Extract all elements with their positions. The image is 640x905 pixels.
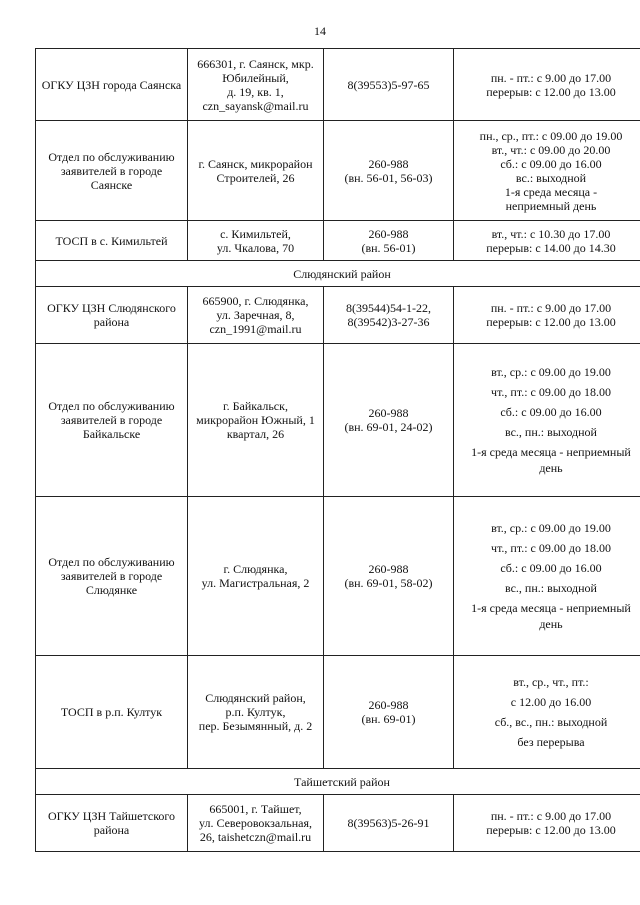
office-name-cell: Отдел по обслуживанию заявителей в городе Слюдянке [36, 497, 188, 656]
phone-line: 260-988 [368, 406, 409, 420]
phone-line: (вн. 69-01, 58-02) [344, 576, 433, 590]
address-line: czn_sayansk@mail.ru [202, 98, 309, 113]
phone-line: 260-988 [368, 156, 409, 171]
office-name-cell: Отдел по обслуживанию заявителей в городе Байкальске [36, 344, 188, 497]
hours-line: сб.: с 09.00 до 16.00 [500, 156, 602, 171]
office-phone-cell [324, 49, 454, 121]
employment-offices-table [35, 48, 640, 852]
office-address-cell [188, 221, 324, 261]
office-address-cell [188, 795, 324, 852]
office-name-cell: ТОСП в р.п. Култук [36, 656, 188, 769]
office-row [36, 121, 640, 221]
address-line: пер. Безымянный, д. 2 [198, 719, 313, 733]
office-name-cell: ТОСП в с. Кимильтей [36, 221, 188, 261]
office-hours-cell [454, 49, 640, 121]
office-phone-cell [324, 287, 454, 344]
phone-line: 8(39544)54-1-22, [346, 301, 431, 315]
hours-line: с 12.00 до 16.00 [510, 695, 592, 709]
office-address-cell [188, 656, 324, 769]
hours-line: чт., пт.: с 09.00 до 18.00 [491, 385, 611, 399]
phone-line: 8(39542)3-27-36 [347, 315, 430, 329]
hours-line: вс., пн.: выходной [505, 581, 597, 595]
office-row [36, 656, 640, 769]
office-phone-cell [324, 497, 454, 656]
office-address-cell [188, 344, 324, 497]
hours-line: чт., пт.: с 09.00 до 18.00 [491, 541, 611, 555]
address-line: ул. Северовокзальная, [198, 816, 312, 830]
hours-line: вс.: выходной [515, 170, 587, 185]
office-name-cell: ОГКУ ЦЗН Слюдянского района [36, 287, 188, 344]
district-header-row [36, 769, 640, 795]
office-hours-cell [454, 121, 640, 221]
office-name-cell: ОГКУ ЦЗН Тайшетского района [36, 795, 188, 852]
hours-line: вт., чт.: с 09.00 до 20.00 [491, 142, 611, 157]
hours-line: сб., вс., пн.: выходной [494, 715, 608, 729]
hours-line: пн. - пт.: с 9.00 до 17.00 [490, 301, 612, 315]
hours-line: 1-я среда месяца - неприемный [471, 601, 631, 615]
page-number: 14 [314, 24, 326, 38]
phone-line: 8(39553)5-97-65 [347, 77, 430, 92]
district-header-row [36, 261, 640, 287]
address-line: р.п. Култук, [225, 705, 286, 719]
office-phone-cell [324, 221, 454, 261]
hours-line: день [539, 461, 563, 475]
hours-line: перерыв: с 14.00 до 14.30 [486, 240, 616, 255]
phone-line: 260-988 [368, 698, 409, 712]
phone-line: (вн. 69-01, 24-02) [344, 420, 433, 434]
office-row [36, 497, 640, 656]
hours-line: вт., чт.: с 10.30 до 17.00 [491, 226, 611, 241]
office-hours-cell [454, 656, 640, 769]
office-address-cell [188, 121, 324, 221]
office-row [36, 49, 640, 121]
office-address-cell [188, 287, 324, 344]
office-row [36, 795, 640, 852]
address-line: ул. Заречная, 8, [216, 308, 295, 322]
address-line: Строителей, 26 [216, 170, 295, 185]
phone-line: (вн. 69-01) [361, 712, 416, 726]
office-address-cell [188, 497, 324, 656]
address-line: микрорайон Южный, 1 [196, 413, 315, 427]
address-line: Слюдянский район, [205, 691, 306, 705]
office-hours-cell [454, 497, 640, 656]
address-line: г. Слюдянка, [223, 562, 288, 576]
office-hours-cell [454, 287, 640, 344]
office-row [36, 344, 640, 497]
office-address-cell [188, 49, 324, 121]
address-line: Юбилейный, [222, 70, 289, 85]
hours-line: пн. - пт.: с 9.00 до 17.00 [490, 809, 612, 823]
office-name-cell: Отдел по обслуживанию заявителей в городе Саянске [36, 121, 188, 221]
hours-line: перерыв: с 12.00 до 13.00 [486, 823, 616, 837]
district-title: Слюдянский район [36, 261, 640, 287]
office-phone-cell [324, 121, 454, 221]
address-line: 26, taishetczn@mail.ru [199, 830, 312, 844]
hours-line: вт., ср.: с 09.00 до 19.00 [491, 365, 611, 379]
hours-line: пн. - пт.: с 9.00 до 17.00 [490, 70, 612, 85]
hours-line: вт., ср.: с 09.00 до 19.00 [491, 521, 611, 535]
hours-line: день [539, 617, 563, 631]
address-line: квартал, 26 [226, 427, 285, 441]
hours-line: пн., ср., пт.: с 09.00 до 19.00 [479, 128, 623, 143]
hours-line: сб.: с 09.00 до 16.00 [500, 405, 602, 419]
address-line: 665001, г. Тайшет, [209, 802, 302, 816]
phone-line: (вн. 56-01, 56-03) [344, 170, 433, 185]
address-line: г. Саянск, микрорайон [198, 156, 313, 171]
district-title: Тайшетский район [36, 769, 640, 795]
address-line: г. Байкальск, [223, 399, 288, 413]
phone-line: 260-988 [368, 226, 409, 241]
hours-line: 1-я среда месяца - [504, 184, 598, 199]
office-name-cell: ОГКУ ЦЗН города Саянска [36, 49, 188, 121]
hours-line: перерыв: с 12.00 до 13.00 [486, 315, 616, 329]
hours-line: неприемный день [505, 198, 597, 213]
address-line: с. Кимильтей, [220, 226, 291, 241]
address-line: ул. Чкалова, 70 [216, 240, 295, 255]
address-line: д. 19, кв. 1, [227, 84, 284, 99]
office-hours-cell [454, 795, 640, 852]
hours-line: вт., ср., чт., пт.: [513, 675, 589, 689]
office-phone-cell [324, 656, 454, 769]
office-row [36, 287, 640, 344]
address-line: czn_1991@mail.ru [209, 322, 302, 336]
office-phone-cell [324, 795, 454, 852]
office-hours-cell [454, 344, 640, 497]
address-line: 665900, г. Слюдянка, [202, 294, 309, 308]
hours-line: без перерыва [517, 735, 585, 749]
hours-line: сб.: с 09.00 до 16.00 [500, 561, 602, 575]
phone-line: 260-988 [368, 562, 409, 576]
address-line: ул. Магистральная, 2 [201, 576, 310, 590]
hours-line: перерыв: с 12.00 до 13.00 [486, 84, 616, 99]
hours-line: 1-я среда месяца - неприемный [471, 445, 631, 459]
phone-line: (вн. 56-01) [361, 240, 416, 255]
phone-line: 8(39563)5-26-91 [347, 816, 430, 830]
office-row [36, 221, 640, 261]
address-line: 666301, г. Саянск, мкр. [197, 56, 314, 71]
hours-line: вс., пн.: выходной [505, 425, 597, 439]
office-hours-cell [454, 221, 640, 261]
office-phone-cell [324, 344, 454, 497]
